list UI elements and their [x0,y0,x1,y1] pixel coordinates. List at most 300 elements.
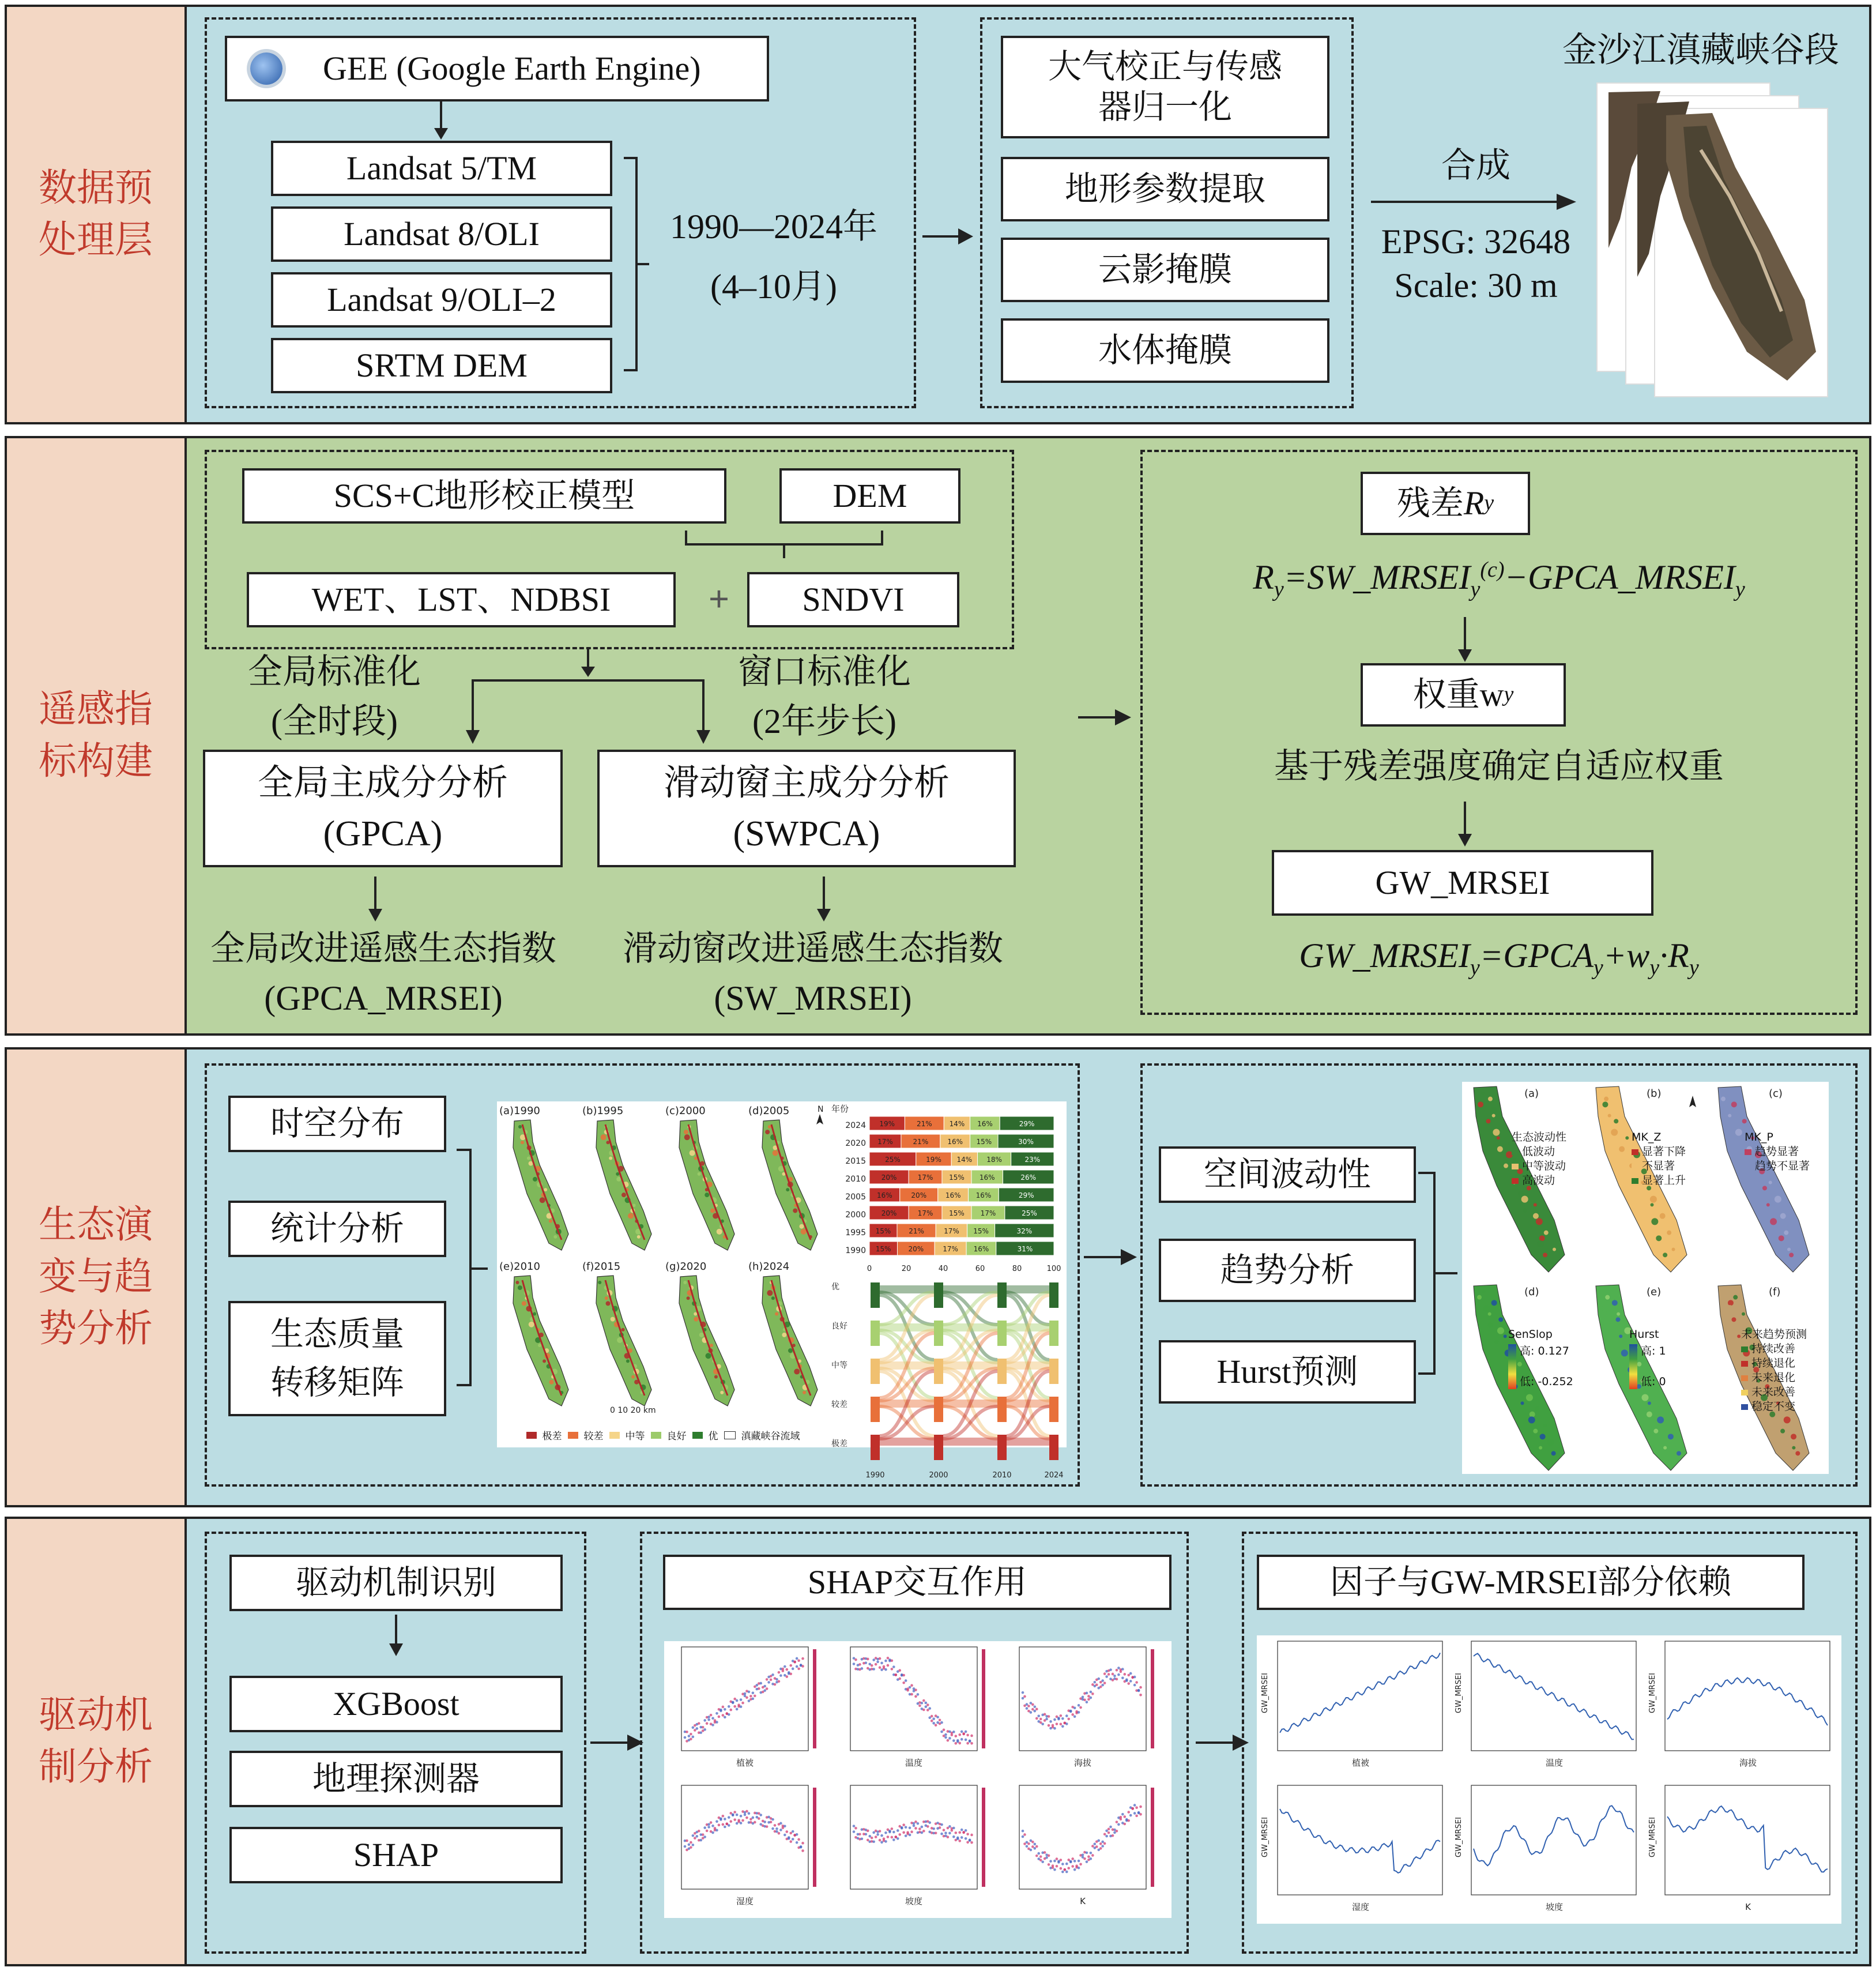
shap-point [729,1820,732,1823]
map-patch [690,1150,695,1156]
analysis-patch [1648,1401,1651,1405]
shap-point [741,1702,744,1705]
swpca-box: 滑动窗主成分分析 (SWPCA) [597,750,1016,867]
shap-point [685,1731,688,1733]
analysis-patch [1733,1295,1738,1300]
shap-point [690,1733,692,1736]
pdp-panel-2 [1455,1641,1636,1768]
pdp-axes-3 [1665,1641,1830,1751]
shap-point [910,1830,913,1833]
shap-point [797,1668,800,1671]
indices-box: WET、LST、NDBSI [247,572,676,627]
shap-point [1087,1855,1090,1858]
map-label-6: (f)2015 [582,1261,621,1273]
gw-mrsei-box: GW_MRSEI [1272,850,1653,916]
legend-a-high: 高波动 [1512,1173,1566,1188]
shap-point [1105,1835,1108,1838]
analysis-patch [1523,1208,1527,1213]
shap-point [1056,1857,1058,1860]
eco-item-statistics: 统计分析 [228,1201,446,1257]
sankey-node [1049,1359,1058,1384]
shap-point [1094,1681,1097,1684]
sankey-node [934,1397,943,1422]
analysis-patch [1656,1235,1662,1241]
analysis-patch [1738,1124,1743,1130]
shap-point [1067,1718,1070,1721]
shap-point [879,1839,882,1842]
analysis-patch [1650,1203,1653,1206]
gpca-box: 全局主成分分析 (GPCA) [203,750,563,867]
map-patch [717,1229,722,1235]
map-patch [521,1141,524,1144]
shap-point [1031,1841,1034,1844]
analysis-patch [1482,1290,1486,1293]
shap-point [1139,1806,1142,1808]
shap-point [1053,1868,1056,1871]
map-patch [637,1235,641,1239]
map-patch [803,1391,806,1394]
sankey-year-2010: 2010 [992,1471,1012,1480]
shap-point [969,1739,971,1742]
shap-point [1121,1676,1124,1679]
sankey-node [997,1321,1007,1346]
shap-point [1061,1863,1064,1865]
shap-point [722,1815,725,1818]
analysis-patch [1647,1412,1652,1417]
shap-point [966,1742,969,1745]
shap-point [956,1838,959,1841]
analysis-patch [1732,1092,1735,1095]
bar-value-label: 21% [913,1138,929,1146]
shap-point [910,1684,913,1687]
eco-map-grid-figure [497,1101,829,1447]
analysis-patch [1667,1231,1671,1235]
analysis-patch [1547,1439,1554,1446]
shap-point [690,1738,692,1741]
shap-point [736,1699,739,1702]
analysis-trend: 趋势分析 [1159,1239,1416,1302]
shap-point [925,1705,928,1708]
shap-point [891,1659,894,1662]
shap-panel-3 [1019,1647,1154,1768]
shap-point [880,1662,883,1665]
map-patch [705,1193,709,1197]
shap-point [1026,1841,1029,1844]
shap-point [952,1827,955,1830]
analysis-patch [1530,1412,1535,1417]
shap-point [748,1691,751,1694]
shap-point [774,1824,777,1827]
analysis-patch [1731,1317,1736,1322]
row-label-rsi: 遥感指标构建 [5,436,187,1036]
shap-point [1026,1707,1029,1710]
shap-point [862,1833,865,1835]
shap-point [1135,1681,1138,1684]
shap-point [756,1688,759,1691]
analysis-patch [1621,1340,1625,1344]
shap-point [745,1816,748,1819]
shap-point [1060,1714,1063,1717]
shap-point [775,1827,778,1830]
shap-point [699,1726,702,1729]
legend-f-1: 持续改善 [1741,1342,1807,1356]
shap-point [779,1674,782,1677]
bar-value-label: 25% [885,1156,901,1164]
shap-point [1116,1830,1118,1833]
shap-point [688,1735,691,1737]
shap-point [1044,1851,1046,1854]
epsg-label: EPSG: 32648 [1381,223,1571,261]
shap-point [694,1837,696,1840]
bar-value-label: 32% [1016,1227,1033,1235]
shap-point [762,1686,764,1689]
map-patch [706,1353,711,1359]
shap-point [783,1825,786,1827]
pdp-figure [1257,1635,1841,1924]
pdp-axes-4 [1278,1785,1442,1895]
bar-value-label: 16% [877,1191,892,1199]
shap-colorbar-1 [813,1649,816,1748]
shap-point [931,1715,933,1718]
shap-point [879,1666,882,1669]
shap-point [1065,1714,1068,1717]
bar-value-label: 31% [1017,1245,1033,1253]
map-patch [710,1208,715,1213]
shap-point [1107,1673,1110,1676]
shap-point [1086,1701,1088,1703]
shap-point [891,1827,894,1830]
pdp-axes-1 [1278,1641,1442,1751]
shap-point [854,1658,857,1661]
shap-panel-2 [850,1647,985,1768]
map-panel-7 [665,1261,734,1406]
shap-point [741,1819,744,1822]
shap-point [965,1837,967,1840]
map-patch [611,1317,615,1322]
shap-point [724,1818,726,1820]
shap-point [1023,1833,1026,1836]
shap-colorbar-3 [1151,1649,1154,1748]
period-years: 1990—2024年 [670,208,877,246]
source-srtm: SRTM DEM [271,338,612,393]
shap-point [902,1831,905,1834]
shap-point [932,1717,935,1720]
residual-formula: $R_y=SW\_MRSEI_y^{(c)}-GPCA\_MRSEI_y$ [1253,558,1745,601]
shap-point [766,1678,769,1681]
shap-point [928,1707,931,1710]
shap-point [1121,1813,1124,1816]
eco-analysis-maps-figure [1462,1082,1829,1474]
pdp-ylabel-1: GW_MRSEI [1261,1673,1269,1713]
analysis-patch [1504,1164,1508,1168]
shap-point [955,1742,958,1745]
analysis-patch [1526,1394,1533,1401]
shap-point [740,1705,743,1708]
shap-point [703,1719,706,1722]
shap-point [1069,1710,1072,1713]
legend-c-nsig: 趋势不显著 [1745,1159,1810,1173]
bar-tick-80: 80 [1012,1265,1022,1273]
shap-point [728,1705,730,1708]
eco-item-transfer: 生态质量转移矩阵 [228,1301,446,1416]
bar-value-label: 20% [881,1173,897,1182]
shap-xlabel-2: 温度 [905,1758,923,1768]
sankey-node [934,1282,943,1308]
shap-point [1060,1723,1063,1726]
analysis-patch [1492,1114,1495,1118]
map-patch [543,1359,546,1363]
analysis-patch [1641,1394,1648,1401]
shap-point [1079,1863,1082,1866]
analysis-patch [1533,1213,1539,1219]
map-patch [632,1203,636,1207]
shap-point [898,1833,901,1836]
shap-point [736,1708,739,1711]
shap-point [744,1695,747,1698]
bar-value-label: 14% [956,1156,973,1164]
shap-point [1090,1691,1093,1694]
shap-point [715,1721,718,1724]
map-scale-text: 0 10 20 km [610,1406,656,1415]
legend-a-mid: 中等波动 [1512,1159,1566,1173]
map-patch [771,1296,775,1300]
gee-icon [250,52,282,85]
shap-point [792,1668,794,1671]
analysis-patch [1752,1173,1759,1180]
map-label-8: (h)2024 [748,1261,790,1273]
analysis-patch [1651,1389,1656,1395]
sankey-node [934,1359,943,1384]
shap-point [1041,1860,1044,1863]
shap-point [1061,1717,1064,1720]
bar-value-label: 20% [881,1209,897,1217]
shap-point [966,1734,969,1737]
shap-point [786,1675,789,1678]
shap-point [792,1830,794,1833]
shap-point [685,1840,688,1842]
bar-value-label: 15% [949,1173,965,1182]
analysis-patch [1497,1327,1504,1334]
sankey-node [934,1321,943,1346]
shap-point [1078,1704,1080,1707]
step-atmos: 大气校正与传感器归一化 [1001,36,1329,138]
shap-point [905,1834,907,1837]
bar-category-2000: 2000 [845,1210,866,1220]
bar-value-label: 15% [973,1227,989,1235]
bar-value-label: 23% [1024,1156,1041,1164]
bar-value-label: 16% [975,1191,992,1199]
map-patch [683,1281,687,1284]
panel-b-legend: MK_Z 显著下降 不显著 显著上升 [1632,1131,1686,1187]
shap-point [1026,1845,1029,1848]
pdp-axes-2 [1471,1641,1636,1751]
map-patch [694,1312,697,1316]
analysis-patch [1486,1119,1490,1123]
shap-point [728,1713,730,1716]
map-patch [598,1281,601,1284]
shap-point [1103,1682,1106,1684]
shap-point [1030,1711,1033,1714]
shap-point [737,1703,740,1706]
shap-point [1061,1725,1064,1728]
source-landsat5: Landsat 5/TM [271,141,612,196]
sankey-node [997,1359,1007,1384]
shap-axes-6 [1019,1785,1146,1889]
shap-point [1065,1722,1068,1725]
shap-point [715,1712,718,1715]
shap-point [876,1833,879,1836]
bar-value-label: 17% [917,1209,933,1217]
sankey-level-1: 优 [831,1282,839,1292]
shap-point [909,1826,911,1829]
shap-point [1022,1691,1024,1694]
bar-category-1990: 1990 [845,1246,866,1255]
shap-point [960,1836,963,1839]
bar-value-label: 14% [949,1120,965,1128]
shap-point [1090,1697,1093,1699]
shap-point [1044,1857,1046,1860]
shap-point [909,1834,911,1837]
shap-point [796,1657,798,1660]
bar-value-label: 16% [977,1120,993,1128]
shap-point [711,1717,714,1720]
shap-point [801,1849,804,1852]
shap-point [732,1702,734,1705]
shap-point [748,1812,751,1815]
eco-bar-sankey-figure [829,1101,1067,1480]
shap-point [960,1731,963,1733]
shap-point [867,1830,869,1833]
shap-point [943,1728,945,1731]
shap-point [1082,1696,1084,1699]
shap-point [898,1677,901,1680]
shap-point [910,1693,913,1696]
shap-point [948,1825,951,1828]
analysis-patch [1762,1191,1768,1197]
map-patch [684,1134,690,1140]
legend-b-up: 显著上升 [1632,1173,1686,1188]
shap-point [779,1822,782,1825]
shap-xlabel-1: 植被 [736,1758,754,1768]
shap-point [699,1833,702,1836]
shap-point [1065,1863,1068,1865]
shap-point [887,1657,890,1660]
shap-point [767,1821,770,1824]
shap-point [1127,1811,1130,1814]
bar-value-label: 20% [911,1191,927,1199]
panel-a-legend: 生态波动性 低波动 中等波动 高波动 [1512,1131,1567,1187]
shap-point [947,1739,950,1742]
analysis-patch [1719,1290,1722,1293]
bar-tick-20: 20 [901,1265,911,1273]
analysis-patch [1530,1225,1533,1229]
shap-point [1124,1823,1127,1826]
bar-value-label: 16% [947,1138,963,1146]
analysis-patch [1645,1208,1650,1213]
shap-point [1049,1860,1052,1863]
weight-box: 权重w y [1361,663,1566,727]
analysis-patch [1528,1416,1535,1423]
shap-point [906,1831,909,1834]
shap-point [1120,1816,1122,1819]
analysis-patch [1481,1092,1485,1095]
shap-point [1091,1692,1094,1695]
analysis-tag-3: (c) [1769,1088,1783,1100]
shap-point [879,1657,882,1660]
sankey-node [934,1435,943,1460]
shap-point [736,1814,739,1816]
map-patch [794,1369,800,1375]
shap-point [943,1829,945,1831]
shap-point [728,1816,730,1819]
arrow-residual-weight [1456,617,1474,663]
shap-point [1078,1711,1080,1714]
analysis-patch [1553,1248,1556,1251]
shap-point [762,1820,764,1823]
shap-point [692,1736,695,1739]
shap-point [1060,1867,1063,1870]
shap-point [707,1826,710,1829]
map-patch [617,1337,623,1343]
shap-point [944,1831,947,1834]
analysis-patch [1780,1439,1787,1446]
analysis-patch [1721,1097,1726,1101]
analysis-patch [1521,1401,1524,1405]
shap-point [965,1731,967,1733]
arrow-weight-gw [1456,802,1474,848]
shap-point [711,1831,714,1834]
analysis-patch [1775,1196,1781,1203]
shap-point [931,1720,933,1722]
analysis-patch [1493,1129,1500,1136]
legend-b-ns: 不显著 [1632,1159,1686,1173]
legend-swatch-3 [609,1432,620,1439]
shap-point [892,1831,895,1834]
shap-panel-6 [1019,1785,1154,1906]
arrow-gpca-down [367,877,384,923]
row-label-preprocess: 数据预处理层 [5,5,187,424]
shap-point [948,1737,951,1740]
shap-point [1101,1845,1104,1848]
analysis-patch [1787,1248,1791,1251]
shap-point [752,1698,755,1701]
shap-point [1103,1833,1106,1835]
shap-point [1139,1686,1142,1689]
shap-point [962,1732,965,1735]
shap-point [1133,1804,1136,1807]
map-patch [694,1317,698,1322]
shap-axes-1 [681,1647,808,1751]
pdp-title-box: 因子与GW-MRSEI部分依赖 [1257,1555,1805,1610]
map-label-3: (c)2000 [665,1105,706,1117]
shap-point [740,1698,743,1701]
analysis-patch [1610,1322,1616,1328]
bar-value-label: 15% [949,1209,965,1217]
shap-point [797,1659,800,1662]
shap-point [936,1827,939,1830]
analysis-patch [1625,1136,1629,1139]
arrow-to-shap [590,1731,646,1754]
shap-point [1116,1678,1118,1681]
shap-point [1112,1834,1114,1837]
shap-point [872,1668,875,1671]
map-label-2: (b)1995 [582,1105,624,1117]
shap-point [1133,1676,1136,1679]
shap-point [1082,1853,1084,1856]
shap-point [1023,1695,1026,1698]
analysis-patch [1662,1424,1666,1427]
shap-point [778,1671,781,1674]
